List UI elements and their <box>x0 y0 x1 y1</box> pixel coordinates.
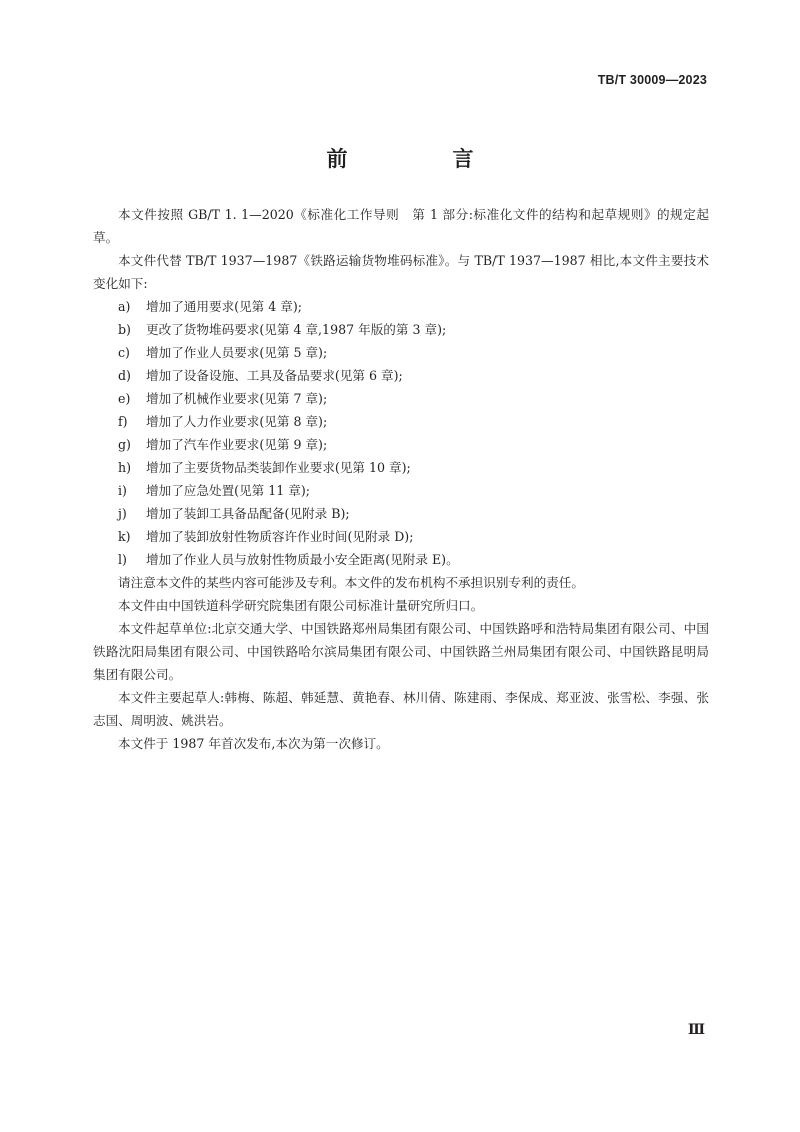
list-item <box>93 525 709 548</box>
list-item-text: 增加了设备设施、工具及备品要求(见第 6 章); <box>146 368 403 383</box>
paragraph-responsible-body: 本文件由中国铁道科学研究院集团有限公司标准计量研究所归口。 <box>118 598 484 613</box>
list-item-text: 增加了汽车作业要求(见第 9 章); <box>146 437 328 452</box>
list-item-label: c) <box>118 345 130 360</box>
list-item <box>93 502 709 525</box>
list-item <box>93 341 709 364</box>
changes-list <box>93 295 709 571</box>
list-item <box>93 387 709 410</box>
list-item <box>93 479 709 502</box>
list-item-label: b) <box>118 322 131 337</box>
list-item <box>93 364 709 387</box>
list-item-text: 增加了应急处置(见第 11 章); <box>146 483 311 498</box>
list-item-label: a) <box>118 299 131 314</box>
list-item-text: 增加了装卸工具备品配备(见附录 B); <box>146 506 350 521</box>
paragraph-drafters: 本文件主要起草人:韩梅、陈超、韩延慧、黄艳春、林川倩、陈建雨、李保成、郑亚波、张雪松、李强、张志国、周明波、姚洪岩。 <box>93 690 709 728</box>
page-number: Ⅲ <box>687 1023 705 1038</box>
list-item-text: 增加了装卸放射性物质容许作业时间(见附录 D); <box>146 529 414 544</box>
list-item-text: 增加了主要货物品类装卸作业要求(见第 10 章); <box>146 460 411 475</box>
paragraph-drafting-rules: 本文件按照 GB/T 1. 1—2020《标准化工作导则 第 1 部分:标准化文件的结构和起草规则》的规定起草。 <box>93 207 709 245</box>
list-item <box>93 433 709 456</box>
list-item-text: 更改了货物堆码要求(见第 4 章,1987 年版的第 3 章); <box>146 322 447 337</box>
list-item <box>93 318 709 341</box>
list-item-label: k) <box>118 529 131 544</box>
list-item-label: f) <box>118 414 128 429</box>
paragraph-patent-notice: 请注意本文件的某些内容可能涉及专利。本文件的发布机构不承担识别专利的责任。 <box>118 575 584 590</box>
list-item <box>93 410 709 433</box>
list-item-label: j) <box>118 506 127 521</box>
list-item-label: e) <box>118 391 131 406</box>
foreword-body <box>93 203 709 755</box>
list-item <box>93 548 709 571</box>
list-item <box>93 295 709 318</box>
list-item-label: l) <box>118 552 127 567</box>
list-item-label: h) <box>118 460 132 475</box>
standard-number: TB/T 30009—2023 <box>597 73 707 87</box>
paragraph-replacement: 本文件代替 TB/T 1937—1987《铁路运输货物堆码标准》。与 TB/T 1937—1987 相比,本文件主要技术变化如下: <box>93 253 709 291</box>
list-item-text: 增加了作业人员要求(见第 5 章); <box>146 345 328 360</box>
list-item-text: 增加了作业人员与放射性物质最小安全距离(见附录 E)。 <box>146 552 459 567</box>
list-item-label: d) <box>118 368 131 383</box>
paragraph-publication-history: 本文件于 1987 年首次发布,本次为第一次修订。 <box>118 736 389 751</box>
list-item-text: 增加了机械作业要求(见第 7 章); <box>146 391 328 406</box>
list-item-text: 增加了通用要求(见第 4 章); <box>146 299 303 314</box>
list-item-label: i) <box>118 483 127 498</box>
list-item <box>93 456 709 479</box>
list-item-label: g) <box>118 437 131 452</box>
list-item-text: 增加了人力作业要求(见第 8 章); <box>146 414 328 429</box>
paragraph-drafting-organizations: 本文件起草单位:北京交通大学、中国铁路郑州局集团有限公司、中国铁路呼和浩特局集团有限公司、中国铁路沈阳局集团有限公司、中国铁路哈尔滨局集团有限公司、中国铁路兰州局集团有限公司、中国铁路昆明局集团有限公司。 <box>93 621 709 682</box>
page-title: 前 言 <box>326 147 516 171</box>
